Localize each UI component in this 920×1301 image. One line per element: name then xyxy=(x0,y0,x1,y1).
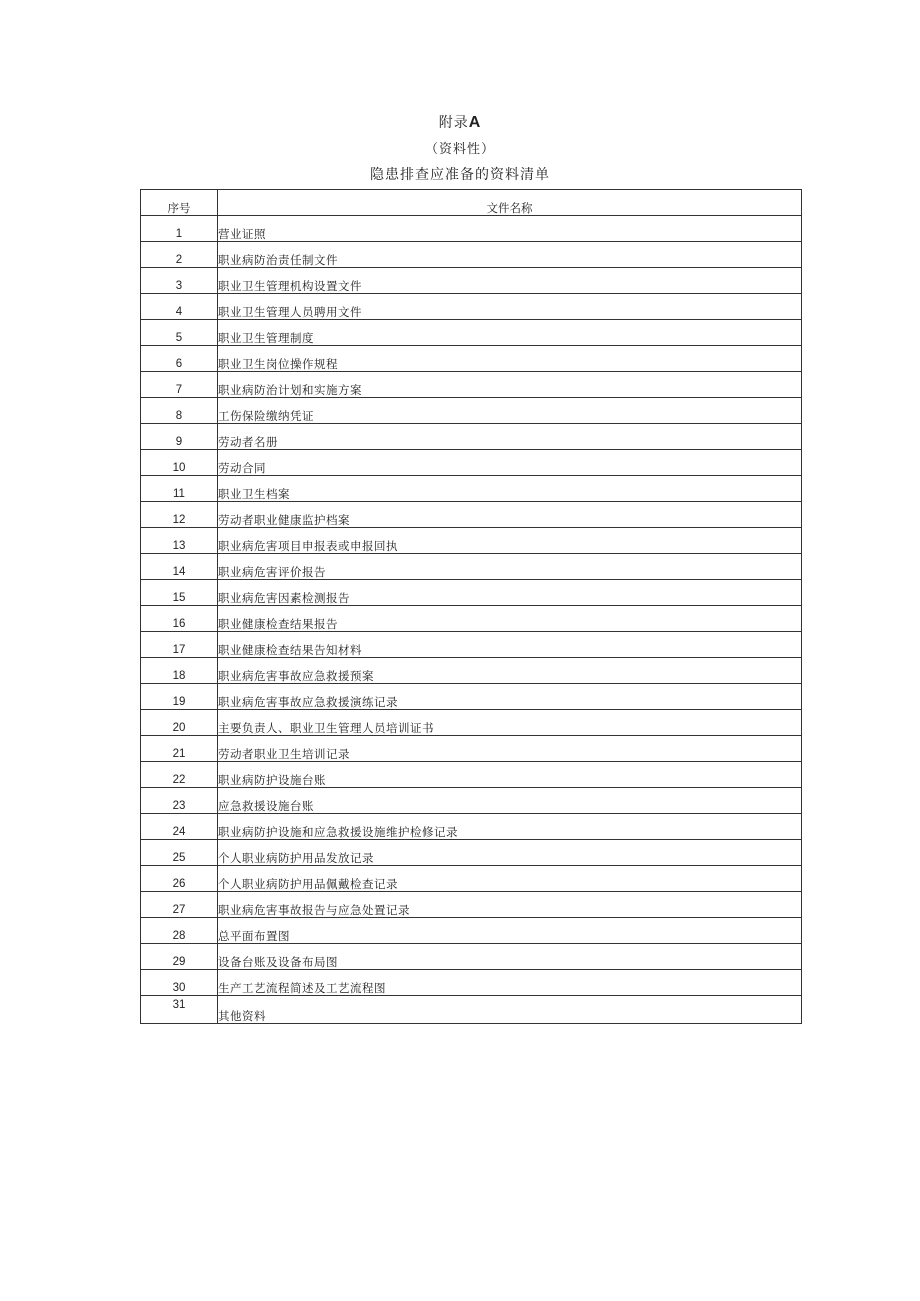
row-file-name: 职业病危害项目申报表或申报回执 xyxy=(218,528,802,554)
row-file-name: 生产工艺流程简述及工艺流程图 xyxy=(218,970,802,996)
row-number: 3 xyxy=(141,268,218,294)
row-file-name: 应急救援设施台账 xyxy=(218,788,802,814)
row-file-name: 职业健康检查结果报告 xyxy=(218,606,802,632)
table-row xyxy=(141,788,802,814)
table-row xyxy=(141,840,802,866)
row-file-name: 职业病危害因素检测报告 xyxy=(218,580,802,606)
table-row xyxy=(141,372,802,398)
row-file-name: 职业病危害事故应急救援演练记录 xyxy=(218,684,802,710)
table-row xyxy=(141,736,802,762)
row-number: 17 xyxy=(141,632,218,658)
table-row xyxy=(141,398,802,424)
row-file-name: 职业病防护设施台账 xyxy=(218,762,802,788)
table-row xyxy=(141,684,802,710)
row-number: 13 xyxy=(141,528,218,554)
column-header-file-name: 文件名称 xyxy=(218,190,802,216)
row-file-name: 个人职业病防护用品发放记录 xyxy=(218,840,802,866)
row-file-name: 职业卫生岗位操作规程 xyxy=(218,346,802,372)
appendix-title xyxy=(0,112,920,134)
row-number: 28 xyxy=(141,918,218,944)
appendix-prefix: 附录 xyxy=(438,115,469,131)
row-number: 6 xyxy=(141,346,218,372)
table-row xyxy=(141,476,802,502)
row-number: 1 xyxy=(141,216,218,242)
table-row xyxy=(141,424,802,450)
table-row xyxy=(141,632,802,658)
row-file-name: 职业卫生管理机构设置文件 xyxy=(218,268,802,294)
table-row xyxy=(141,450,802,476)
row-number: 4 xyxy=(141,294,218,320)
row-file-name: 工伤保险缴纳凭证 xyxy=(218,398,802,424)
table-row xyxy=(141,528,802,554)
row-number: 24 xyxy=(141,814,218,840)
table-row xyxy=(141,710,802,736)
row-number: 23 xyxy=(141,788,218,814)
row-number: 22 xyxy=(141,762,218,788)
table-row xyxy=(141,606,802,632)
row-number: 14 xyxy=(141,554,218,580)
row-file-name: 职业卫生管理人员聘用文件 xyxy=(218,294,802,320)
row-number: 29 xyxy=(141,944,218,970)
table-row xyxy=(141,866,802,892)
row-file-name: 其他资料 xyxy=(218,996,802,1024)
table-row xyxy=(141,658,802,684)
row-number: 18 xyxy=(141,658,218,684)
table-row xyxy=(141,216,802,242)
table-row xyxy=(141,294,802,320)
row-number: 25 xyxy=(141,840,218,866)
column-header-number: 序号 xyxy=(141,190,218,216)
table-row xyxy=(141,242,802,268)
row-number: 26 xyxy=(141,866,218,892)
row-file-name: 职业健康检查结果告知材料 xyxy=(218,632,802,658)
table-row xyxy=(141,762,802,788)
row-file-name: 总平面布置图 xyxy=(218,918,802,944)
row-number: 21 xyxy=(141,736,218,762)
table-row xyxy=(141,918,802,944)
appendix-letter: A xyxy=(468,114,482,131)
row-file-name: 职业卫生档案 xyxy=(218,476,802,502)
table-row xyxy=(141,554,802,580)
row-file-name: 劳动者职业健康监护档案 xyxy=(218,502,802,528)
row-number: 8 xyxy=(141,398,218,424)
row-number: 11 xyxy=(141,476,218,502)
row-number: 5 xyxy=(141,320,218,346)
row-number: 19 xyxy=(141,684,218,710)
row-file-name: 职业病防治责任制文件 xyxy=(218,242,802,268)
row-number: 20 xyxy=(141,710,218,736)
table-row xyxy=(141,580,802,606)
row-file-name: 主要负责人、职业卫生管理人员培训证书 xyxy=(218,710,802,736)
table-row xyxy=(141,892,802,918)
appendix-note: （资料性） xyxy=(424,142,495,157)
table-header-row xyxy=(141,190,802,216)
row-number: 15 xyxy=(141,580,218,606)
row-file-name: 职业病危害评价报告 xyxy=(218,554,802,580)
table-title: 隐患排查应准备的资料清单 xyxy=(370,167,550,183)
table-row xyxy=(141,346,802,372)
table-body xyxy=(141,216,802,1024)
row-file-name: 劳动者名册 xyxy=(218,424,802,450)
row-number: 10 xyxy=(141,450,218,476)
row-file-name: 营业证照 xyxy=(218,216,802,242)
row-number: 27 xyxy=(141,892,218,918)
row-number: 12 xyxy=(141,502,218,528)
row-number: 30 xyxy=(141,970,218,996)
row-file-name: 劳动者职业卫生培训记录 xyxy=(218,736,802,762)
document-list-table xyxy=(140,189,802,1024)
row-file-name: 职业病防治计划和实施方案 xyxy=(218,372,802,398)
row-file-name: 职业病防护设施和应急救援设施维护检修记录 xyxy=(218,814,802,840)
row-number: 16 xyxy=(141,606,218,632)
row-file-name: 职业卫生管理制度 xyxy=(218,320,802,346)
row-number: 2 xyxy=(141,242,218,268)
table-row xyxy=(141,996,802,1024)
row-file-name: 设备台账及设备布局图 xyxy=(218,944,802,970)
table-row xyxy=(141,944,802,970)
table-row xyxy=(141,502,802,528)
row-number: 9 xyxy=(141,424,218,450)
row-number: 7 xyxy=(141,372,218,398)
table-row xyxy=(141,814,802,840)
table-row xyxy=(141,970,802,996)
row-file-name: 劳动合同 xyxy=(218,450,802,476)
row-number: 31 xyxy=(141,996,218,1024)
row-file-name: 职业病危害事故报告与应急处置记录 xyxy=(218,892,802,918)
row-file-name: 个人职业病防护用品佩戴检查记录 xyxy=(218,866,802,892)
table-row xyxy=(141,268,802,294)
row-file-name: 职业病危害事故应急救援预案 xyxy=(218,658,802,684)
table-row xyxy=(141,320,802,346)
